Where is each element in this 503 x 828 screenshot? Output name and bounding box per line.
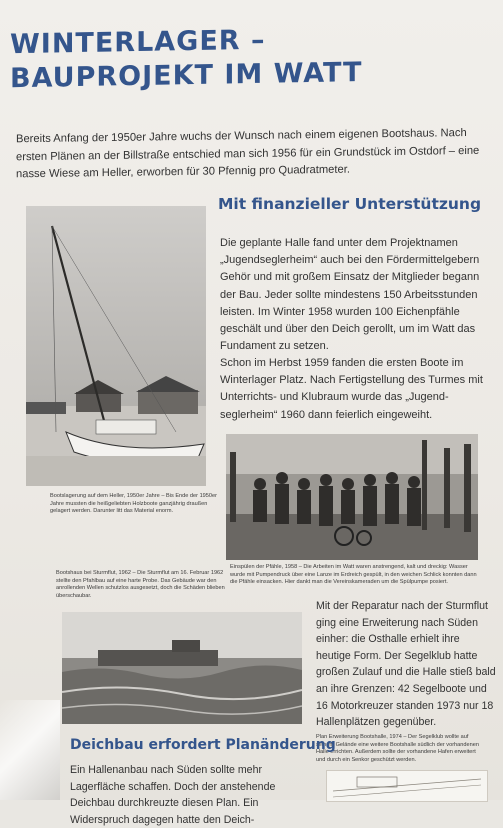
repair-paragraph: Mit der Reparatur nach der Sturmflut ging eine Erweiterung nach Süden einher: die Osthalle erhielt ihre heutige Form. Der Segelklub hatte großen Zulauf und die Halle stieß bald an ihre Grenzen: 42 Segelboote und 16 Motorkreuzer standen 1973 nur 18 Hallenplätzen gegenüber. bbox=[316, 600, 496, 729]
dike-paragraph: Ein Hallenanbau nach Süden sollte mehr Lagerfläche schaffen. Doch der anstehende Deichbau durchkreuzte diesen Plan. Ein Widerspruch dagegen hatte den Deich- bbox=[70, 764, 276, 826]
intro-paragraph: Bereits Anfang der 1950er Jahre wuchs der Wunsch nach einem eigenen Bootshaus. Nach ersten Plänen an der Billstraße entschied man sich 1956 für ein Grundstück im Ostdorf – eine nasse Wiese am Heller, erworben für 30 Pfennig pro Quadratmeter. bbox=[16, 126, 480, 181]
expansion-plan-image bbox=[326, 770, 488, 802]
boat-storage-caption: Bootslagerung auf dem Heller, 1950er Jahre – Bis Ende der 1950er Jahre mussten die heißgeliebten Holzboote ganzjährig draußen gelagert werden. Darunter litt das Material enorm. bbox=[50, 493, 217, 515]
page-title bbox=[10, 20, 490, 96]
financial-paragraph-1: Die geplante Halle fand unter dem Projektnamen „Jugendseglerheim“ auch bei den Fördermittelgebern Gehör und mit großem Einsatz der Mitglieder begann der Bau. Jeder sollte mindestens 150 Arbeitsstunden leisten. Im Winter 1958 wurden 100 Eichenpfähle geschält und über den Deich gerollt, um im Watt das Fundament zu setzen. bbox=[220, 237, 480, 353]
title-line-2: BAUPROJEKT IM WATT bbox=[10, 57, 363, 95]
pile-workers-photo bbox=[226, 434, 478, 560]
section-heading-financial: Mit finanzieller Unterstützung bbox=[218, 195, 482, 213]
pile-workers-caption: Einspülen der Pfähle, 1958 – Die Arbeiten im Watt waren anstrengend, kalt und dreckig: Wasser wurde mit Pumpendruck über eine Lanze im Erdreich gespült, in den weichen Schlick konnten dann die Pfähle einsacken. Hier dankt man die Vereinskameraden um die Spülpumpe posiert. bbox=[230, 564, 477, 586]
light-reflection bbox=[0, 700, 60, 800]
boat-storage-photo bbox=[26, 206, 206, 486]
storm-flood-photo bbox=[62, 612, 302, 724]
title-line-1: WINTERLAGER – bbox=[10, 24, 266, 61]
section-heading-dike: Deichbau erfordert Planänderung bbox=[70, 737, 336, 753]
financial-paragraph-2: Schon im Herbst 1959 fanden die ersten Boote im Winterlager Platz. Nach Fertigstellung des Turmes mit Unterrichts- und Klubraum wurde das „Jugend-seglerheim“ 1960 dann feierlich eingeweiht. bbox=[220, 357, 483, 421]
storm-flood-caption: Bootshaus bei Sturmflut, 1962 – Die Sturmflut am 16. Februar 1962 stellte den Pfahlbau auf eine harte Probe. Das Gebäude war den anrollenden Wellen schutzlos ausgesetzt, doch die Schäden blieben überschaubar. bbox=[56, 570, 225, 599]
expansion-plan-caption: Plan Erweiterung Bootshalle, 1974 – Der Segelklub wollte auf seinem Gelände eine weitere Bootshalle südlich der vorhandenen Halle errichten. Außerdem sollte der vorhandene Hafen erweitert und durch ein Senkor geschützt werden. bbox=[316, 734, 479, 763]
